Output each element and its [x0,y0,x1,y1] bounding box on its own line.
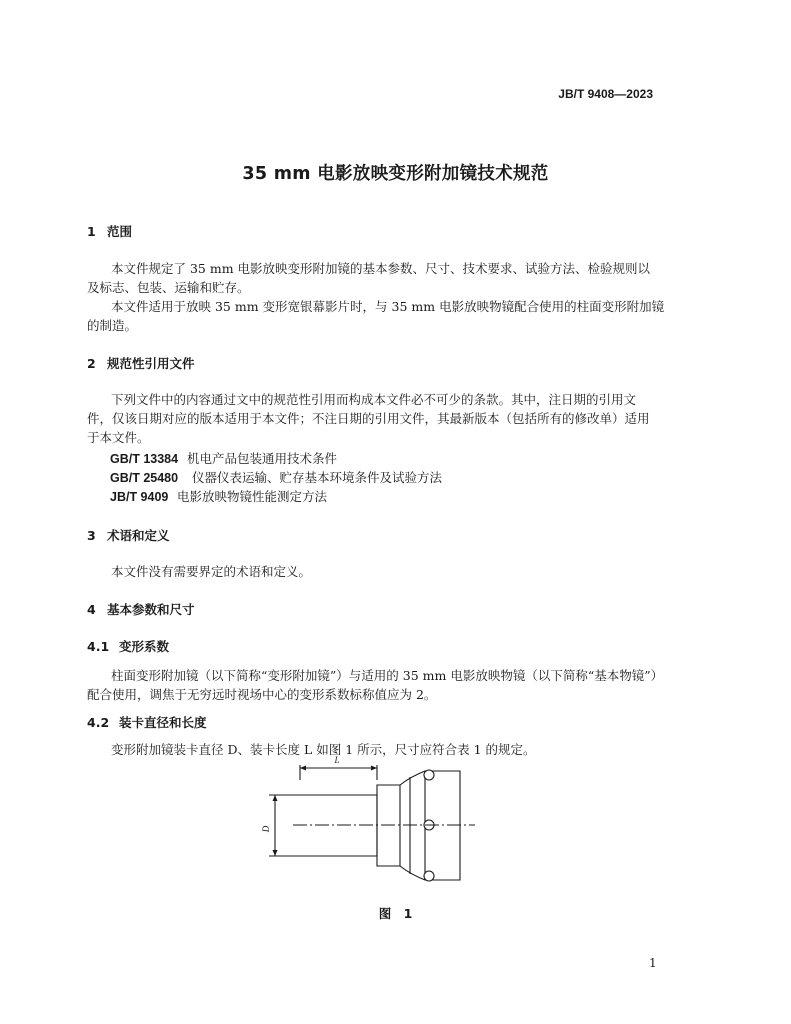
section-1-paragraph-2 [87,297,663,316]
section-number: 2 [87,356,96,371]
reference-code: GB/T 25480 [110,471,179,485]
text-line: 下列文件中的内容通过文中的规范性引用而构成本文件必不可少的条款。其中，注日期的引用文 [111,392,637,407]
mount-barrel [300,795,377,856]
reference-title: 机电产品包装通用技术条件 [187,451,338,466]
section-1-paragraph-2-cont [87,316,663,335]
reference-item [110,487,327,505]
subsection-4-1-paragraph [87,666,663,685]
section-1-heading [87,222,132,240]
text-line: 柱面变形附加镜（以下简称“变形附加镜”）与适用的 35 mm 电影放映物镜（以下简称“基本物镜”） [111,668,664,683]
ring-marker [424,770,434,780]
text-line: 于本文件。 [87,430,150,445]
text-line: 配合使用，调焦于无穷远时视场中心的变形系数标称值应为 2。 [87,687,437,702]
section-2-heading [87,354,195,372]
text-line: 的制造。 [87,318,138,333]
reference-item [110,468,442,486]
section-title: 术语和定义 [107,528,170,543]
text-line: 本文件没有需要界定的术语和定义。 [111,564,312,579]
lens-housing [377,771,460,880]
text-line: 本文件规定了 35 mm 电影放映变形附加镜的基本参数、尺寸、技术要求、试验方法、检验规则以 [111,261,651,276]
label-L: L [334,755,340,765]
section-title: 基本参数和尺寸 [107,602,195,617]
document-code: JB/T 9408—2023 [558,87,653,101]
text-line: 本文件适用于放映 35 mm 变形宽银幕影片时，与 35 mm 电影放映物镜配合使用的柱面变形附加镜 [111,299,665,314]
reference-title: 电影放映物镜性能测定方法 [177,489,328,504]
section-number: 3 [87,528,96,543]
section-2-paragraph-1-cont [87,409,663,447]
label-D: D [261,825,271,833]
section-1-paragraph-1 [87,259,663,278]
ring-marker [424,871,434,881]
subsection-4-1-paragraph-cont [87,685,663,704]
figure-1-drawing [255,755,485,895]
section-title: 装卡直径和长度 [119,715,207,730]
section-number: 4.1 [87,639,110,654]
section-1-paragraph-1-cont [87,278,663,297]
subsection-4-1-heading [87,637,169,655]
section-number: 4.2 [87,715,110,730]
reference-code: JB/T 9409 [110,490,169,504]
figure-caption: 图 1 [378,906,413,921]
section-4-heading [87,600,195,618]
page-number: 1 [649,956,657,970]
section-3-paragraph [87,562,663,581]
document-title: 35 mm 电影放映变形附加镜技术规范 [242,164,549,184]
section-title: 规范性引用文件 [107,356,195,371]
text-line: 件，仅该日期对应的版本适用于本文件；不注日期的引用文件，其最新版本（包括所有的修改单）适用 [87,411,650,426]
reference-title: 仪器仪表运输、贮存基本环境条件及试验方法 [192,470,443,485]
section-title: 范围 [107,224,133,239]
reference-item [110,449,337,467]
text-line: 变形附加镜装卡直径 D、装卡长度 L 如图 1 所示，尺寸应符合表 1 的规定。 [111,742,536,757]
section-number: 1 [87,224,96,239]
section-number: 4 [87,602,96,617]
reference-code: GB/T 13384 [110,452,179,466]
text-line: 及标志、包装、运输和贮存。 [87,280,250,295]
section-2-paragraph-1 [87,390,663,409]
subsection-4-2-heading [87,713,207,731]
section-title: 变形系数 [119,639,170,654]
section-3-heading [87,526,170,544]
